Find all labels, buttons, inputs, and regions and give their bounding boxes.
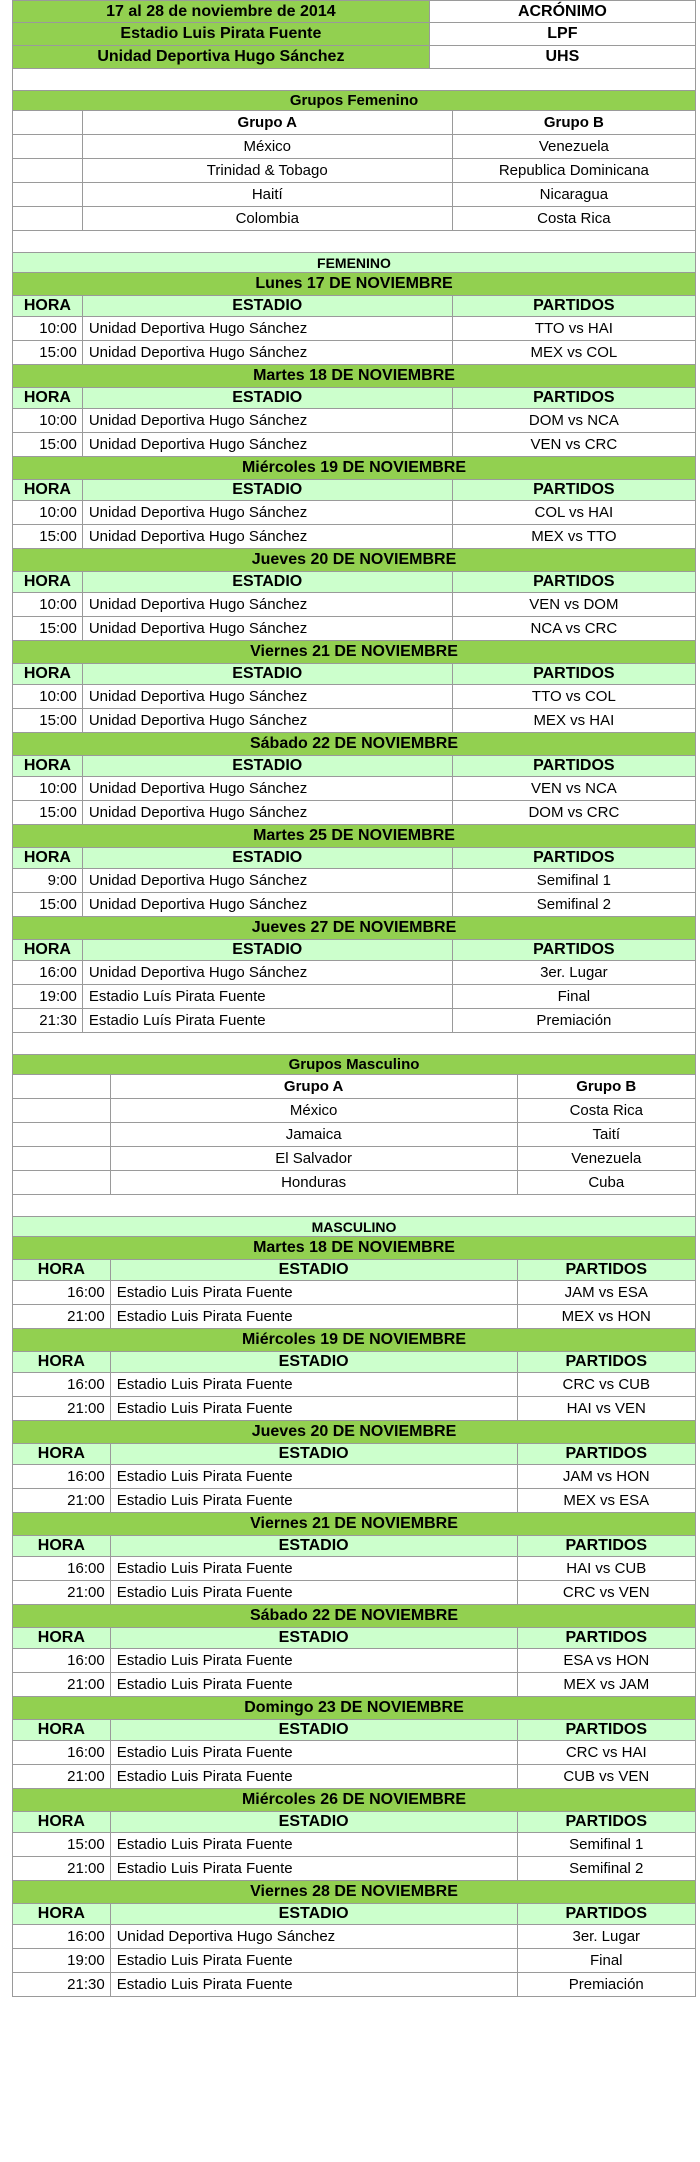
match-fixture: TTO vs COL <box>531 688 616 705</box>
match-fixture: ESA vs HON <box>563 1652 650 1669</box>
hora-header: HORA <box>13 296 83 316</box>
match-time: 16:00 <box>13 1925 111 1948</box>
match-time: 15:00 <box>13 893 83 916</box>
group-b-team: Nicaragua <box>539 186 609 203</box>
partidos-header: PARTIDOS <box>533 297 615 314</box>
group-a-team: Honduras <box>111 1171 518 1194</box>
column-header-row <box>12 480 696 501</box>
day-title: Viernes 28 DE NOVIEMBRE <box>250 1883 458 1900</box>
match-fixture: Premiación <box>568 1976 644 1993</box>
day-title-row <box>12 1237 696 1260</box>
match-row <box>12 1373 696 1397</box>
match-row <box>12 341 696 365</box>
header-label: 17 al 28 de noviembre de 2014 <box>13 1 430 22</box>
empty-cell <box>13 135 83 158</box>
match-row <box>12 1581 696 1605</box>
match-time: 21:00 <box>13 1765 111 1788</box>
section-title-row <box>12 253 696 273</box>
match-fixture: Semifinal 1 <box>569 1836 644 1853</box>
match-venue: Estadio Luis Pirata Fuente <box>111 1949 518 1972</box>
match-row <box>12 1857 696 1881</box>
day-title: Sábado 22 DE NOVIEMBRE <box>249 1607 459 1624</box>
day-title-row <box>12 1329 696 1352</box>
match-fixture: Final <box>590 1952 623 1969</box>
day-title: Miércoles 26 DE NOVIEMBRE <box>241 1791 467 1808</box>
estadio-header: ESTADIO <box>83 940 453 960</box>
day-title-row <box>12 365 696 388</box>
group-row <box>12 1123 696 1147</box>
match-row <box>12 1305 696 1329</box>
column-header-row <box>12 1444 696 1465</box>
estadio-header: ESTADIO <box>83 664 453 684</box>
match-time: 15:00 <box>13 433 83 456</box>
day-title-row <box>12 733 696 756</box>
match-row <box>12 1465 696 1489</box>
match-venue: Estadio Luis Pirata Fuente <box>111 1465 518 1488</box>
match-fixture: DOM vs CRC <box>528 804 620 821</box>
match-venue: Unidad Deportiva Hugo Sánchez <box>83 777 453 800</box>
group-a-team: Jamaica <box>111 1123 518 1146</box>
match-fixture: 3er. Lugar <box>572 1928 641 1945</box>
group-a-team: Haití <box>83 183 453 206</box>
match-time: 21:00 <box>13 1305 111 1328</box>
group-row <box>12 159 696 183</box>
column-header-row <box>12 388 696 409</box>
column-header-row <box>12 1628 696 1649</box>
group-row <box>12 135 696 159</box>
column-header-row <box>12 1720 696 1741</box>
hora-header: HORA <box>13 572 83 592</box>
partidos-header: PARTIDOS <box>533 941 615 958</box>
header-label: Estadio Luis Pirata Fuente <box>13 23 430 45</box>
empty-cell <box>13 207 83 230</box>
match-venue: Estadio Luis Pirata Fuente <box>111 1649 518 1672</box>
empty-cell <box>13 1195 695 1216</box>
estadio-header: ESTADIO <box>83 848 453 868</box>
day-title: Martes 18 DE NOVIEMBRE <box>253 1239 455 1256</box>
empty-cell <box>13 1147 111 1170</box>
estadio-header: ESTADIO <box>83 756 453 776</box>
empty-cell <box>13 231 695 252</box>
partidos-header: PARTIDOS <box>565 1261 648 1278</box>
match-venue: Unidad Deportiva Hugo Sánchez <box>83 593 453 616</box>
match-venue: Estadio Luis Pirata Fuente <box>111 1489 518 1512</box>
day-title-row <box>12 1605 696 1628</box>
estadio-header: ESTADIO <box>83 480 453 500</box>
match-venue: Estadio Luis Pirata Fuente <box>111 1373 518 1396</box>
day-title: Viernes 21 DE NOVIEMBRE <box>250 1515 458 1532</box>
match-fixture: MEX vs HAI <box>533 712 615 729</box>
partidos-header: PARTIDOS <box>565 1813 648 1830</box>
section-title: FEMENINO <box>317 254 391 271</box>
match-time: 16:00 <box>13 961 83 984</box>
groups-title-row <box>12 1055 696 1075</box>
match-row <box>12 525 696 549</box>
group-a-team: Trinidad & Tobago <box>83 159 453 182</box>
match-fixture: HAI vs VEN <box>566 1400 646 1417</box>
match-row <box>12 317 696 341</box>
match-row <box>12 409 696 433</box>
match-row <box>12 709 696 733</box>
match-venue: Unidad Deportiva Hugo Sánchez <box>83 893 453 916</box>
match-fixture: NCA vs CRC <box>530 620 618 637</box>
hora-header: HORA <box>13 756 83 776</box>
hora-header: HORA <box>13 1628 111 1648</box>
hora-header: HORA <box>13 848 83 868</box>
spacer-row <box>12 1195 696 1217</box>
estadio-header: ESTADIO <box>111 1352 518 1372</box>
header-acronym: ACRÓNIMO <box>430 1 695 22</box>
match-time: 16:00 <box>13 1649 111 1672</box>
match-venue: Unidad Deportiva Hugo Sánchez <box>83 525 453 548</box>
match-venue: Unidad Deportiva Hugo Sánchez <box>83 433 453 456</box>
hora-header: HORA <box>13 388 83 408</box>
match-venue: Unidad Deportiva Hugo Sánchez <box>83 409 453 432</box>
match-fixture: CUB vs VEN <box>563 1768 650 1785</box>
match-time: 21:30 <box>13 1009 83 1032</box>
empty-cell <box>13 1099 111 1122</box>
header-acronym: LPF <box>430 23 695 45</box>
match-venue: Estadio Luís Pirata Fuente <box>83 985 453 1008</box>
group-b-header: Grupo B <box>576 1078 637 1095</box>
match-fixture: CRC vs CUB <box>562 1376 651 1393</box>
match-time: 19:00 <box>13 985 83 1008</box>
partidos-header: PARTIDOS <box>533 849 615 866</box>
day-title-row <box>12 825 696 848</box>
match-fixture: CRC vs VEN <box>562 1584 650 1601</box>
day-title-row <box>12 273 696 296</box>
group-b-team: Taití <box>592 1126 621 1143</box>
match-time: 10:00 <box>13 501 83 524</box>
schedule-sheet <box>12 0 696 1997</box>
header-label: Unidad Deportiva Hugo Sánchez <box>13 46 430 68</box>
day-title: Martes 18 DE NOVIEMBRE <box>253 367 455 384</box>
match-fixture: MEX vs ESA <box>563 1492 650 1509</box>
day-title: Martes 25 DE NOVIEMBRE <box>253 827 455 844</box>
match-time: 10:00 <box>13 409 83 432</box>
day-title-row <box>12 1789 696 1812</box>
match-time: 21:00 <box>13 1489 111 1512</box>
match-row <box>12 1397 696 1421</box>
group-row <box>12 207 696 231</box>
section-title: MASCULINO <box>311 1218 397 1235</box>
day-title-row <box>12 1513 696 1536</box>
hora-header: HORA <box>13 1904 111 1924</box>
partidos-header: PARTIDOS <box>533 389 615 406</box>
match-venue: Estadio Luis Pirata Fuente <box>111 1581 518 1604</box>
match-fixture: Final <box>557 988 591 1005</box>
hora-header: HORA <box>13 1536 111 1556</box>
partidos-header: PARTIDOS <box>533 757 615 774</box>
estadio-header: ESTADIO <box>111 1444 518 1464</box>
match-fixture: Premiación <box>536 1012 612 1029</box>
group-a-header: Grupo A <box>83 111 453 134</box>
partidos-header: PARTIDOS <box>565 1353 648 1370</box>
group-a-team: México <box>111 1099 518 1122</box>
empty-cell <box>13 1123 111 1146</box>
match-row <box>12 433 696 457</box>
column-header-row <box>12 848 696 869</box>
match-row <box>12 1557 696 1581</box>
group-row <box>12 183 696 207</box>
match-row <box>12 501 696 525</box>
match-fixture: Semifinal 2 <box>569 1860 644 1877</box>
match-time: 21:00 <box>13 1581 111 1604</box>
column-header-row <box>12 572 696 593</box>
hora-header: HORA <box>13 1444 111 1464</box>
match-time: 10:00 <box>13 685 83 708</box>
day-title: Lunes 17 DE NOVIEMBRE <box>255 275 453 292</box>
partidos-header: PARTIDOS <box>533 665 615 682</box>
groups-title: Grupos Masculino <box>288 1056 420 1073</box>
hora-header: HORA <box>13 1720 111 1740</box>
match-time: 16:00 <box>13 1281 111 1304</box>
estadio-header: ESTADIO <box>111 1536 518 1556</box>
group-b-team: Costa Rica <box>569 1102 643 1119</box>
match-fixture: MEX vs COL <box>530 344 618 361</box>
partidos-header: PARTIDOS <box>565 1537 648 1554</box>
match-row <box>12 985 696 1009</box>
partidos-header: PARTIDOS <box>565 1905 648 1922</box>
empty-cell <box>13 69 695 90</box>
day-title: Domingo 23 DE NOVIEMBRE <box>244 1699 464 1716</box>
match-fixture: Semifinal 1 <box>536 872 611 889</box>
hora-header: HORA <box>13 1260 111 1280</box>
match-venue: Estadio Luis Pirata Fuente <box>111 1833 518 1856</box>
match-row <box>12 1281 696 1305</box>
match-venue: Estadio Luis Pirata Fuente <box>111 1305 518 1328</box>
match-fixture: HAI vs CUB <box>566 1560 647 1577</box>
match-time: 15:00 <box>13 341 83 364</box>
match-time: 15:00 <box>13 801 83 824</box>
group-b-header: Grupo B <box>543 114 604 131</box>
empty-cell <box>13 1171 111 1194</box>
partidos-header: PARTIDOS <box>565 1629 648 1646</box>
day-title: Miércoles 19 DE NOVIEMBRE <box>241 1331 467 1348</box>
match-fixture: Semifinal 2 <box>536 896 611 913</box>
match-venue: Estadio Luis Pirata Fuente <box>111 1557 518 1580</box>
match-time: 21:00 <box>13 1397 111 1420</box>
header-row <box>12 46 696 69</box>
day-title-row <box>12 549 696 572</box>
estadio-header: ESTADIO <box>111 1260 518 1280</box>
match-fixture: 3er. Lugar <box>540 964 608 981</box>
group-b-team: Cuba <box>588 1174 625 1191</box>
empty-cell <box>13 1033 695 1054</box>
hora-header: HORA <box>13 664 83 684</box>
match-time: 15:00 <box>13 617 83 640</box>
match-venue: Estadio Luis Pirata Fuente <box>111 1857 518 1880</box>
match-time: 16:00 <box>13 1557 111 1580</box>
match-time: 9:00 <box>13 869 83 892</box>
partidos-header: PARTIDOS <box>533 481 615 498</box>
match-fixture: DOM vs NCA <box>528 412 619 429</box>
match-venue: Unidad Deportiva Hugo Sánchez <box>83 341 453 364</box>
group-row <box>12 1147 696 1171</box>
estadio-header: ESTADIO <box>83 296 453 316</box>
day-title-row <box>12 1881 696 1904</box>
groups-header-row <box>12 1075 696 1099</box>
match-time: 10:00 <box>13 317 83 340</box>
empty-cell <box>13 1075 111 1098</box>
column-header-row <box>12 296 696 317</box>
group-a-team: México <box>83 135 453 158</box>
match-time: 15:00 <box>13 525 83 548</box>
match-venue: Unidad Deportiva Hugo Sánchez <box>83 709 453 732</box>
match-time: 16:00 <box>13 1741 111 1764</box>
column-header-row <box>12 1536 696 1557</box>
match-row <box>12 1973 696 1997</box>
match-fixture: VEN vs CRC <box>530 436 618 453</box>
match-row <box>12 1009 696 1033</box>
day-title-row <box>12 917 696 940</box>
match-venue: Unidad Deportiva Hugo Sánchez <box>83 685 453 708</box>
match-fixture: MEX vs JAM <box>563 1676 650 1693</box>
group-row <box>12 1171 696 1195</box>
column-header-row <box>12 1812 696 1833</box>
spacer-row <box>12 1033 696 1055</box>
match-row <box>12 685 696 709</box>
match-row <box>12 1489 696 1513</box>
match-time: 21:00 <box>13 1673 111 1696</box>
match-fixture: JAM vs ESA <box>564 1284 648 1301</box>
match-time: 10:00 <box>13 777 83 800</box>
column-header-row <box>12 1904 696 1925</box>
match-venue: Estadio Luis Pirata Fuente <box>111 1741 518 1764</box>
match-venue: Estadio Luis Pirata Fuente <box>111 1973 518 1996</box>
empty-cell <box>13 159 83 182</box>
hora-header: HORA <box>13 940 83 960</box>
group-b-team: Republica Dominicana <box>498 162 649 179</box>
match-row <box>12 1765 696 1789</box>
match-venue: Unidad Deportiva Hugo Sánchez <box>83 961 453 984</box>
match-venue: Estadio Luis Pirata Fuente <box>111 1397 518 1420</box>
match-venue: Estadio Luis Pirata Fuente <box>111 1281 518 1304</box>
match-fixture: MEX vs HON <box>561 1308 651 1325</box>
estadio-header: ESTADIO <box>83 572 453 592</box>
match-time: 19:00 <box>13 1949 111 1972</box>
match-fixture: VEN vs DOM <box>529 596 619 613</box>
match-row <box>12 961 696 985</box>
match-row <box>12 869 696 893</box>
match-fixture: TTO vs HAI <box>534 320 613 337</box>
match-row <box>12 801 696 825</box>
match-fixture: MEX vs TTO <box>531 528 617 545</box>
match-fixture: JAM vs HON <box>562 1468 650 1485</box>
match-row <box>12 1949 696 1973</box>
estadio-header: ESTADIO <box>83 388 453 408</box>
match-time: 10:00 <box>13 593 83 616</box>
match-venue: Unidad Deportiva Hugo Sánchez <box>83 617 453 640</box>
column-header-row <box>12 1352 696 1373</box>
match-row <box>12 1833 696 1857</box>
empty-cell <box>13 111 83 134</box>
match-fixture: COL vs HAI <box>534 504 614 521</box>
day-title-row <box>12 1697 696 1720</box>
column-header-row <box>12 756 696 777</box>
group-row <box>12 1099 696 1123</box>
day-title: Jueves 20 DE NOVIEMBRE <box>251 1423 457 1440</box>
match-venue: Unidad Deportiva Hugo Sánchez <box>83 869 453 892</box>
group-a-team: El Salvador <box>111 1147 518 1170</box>
hora-header: HORA <box>13 1812 111 1832</box>
match-row <box>12 1925 696 1949</box>
header-acronym: UHS <box>430 46 695 68</box>
section-title-row <box>12 1217 696 1237</box>
day-title: Miércoles 19 DE NOVIEMBRE <box>241 459 467 476</box>
match-row <box>12 1673 696 1697</box>
match-row <box>12 1741 696 1765</box>
match-fixture: CRC vs HAI <box>565 1744 647 1761</box>
hora-header: HORA <box>13 1352 111 1372</box>
day-title: Viernes 21 DE NOVIEMBRE <box>250 643 458 660</box>
estadio-header: ESTADIO <box>111 1812 518 1832</box>
match-time: 16:00 <box>13 1373 111 1396</box>
group-b-team: Costa Rica <box>537 210 611 227</box>
match-row <box>12 777 696 801</box>
column-header-row <box>12 1260 696 1281</box>
group-a-team: Colombia <box>83 207 453 230</box>
partidos-header: PARTIDOS <box>533 573 615 590</box>
groups-title-row <box>12 91 696 111</box>
spacer-row <box>12 69 696 91</box>
match-time: 16:00 <box>13 1465 111 1488</box>
match-row <box>12 617 696 641</box>
match-venue: Estadio Luis Pirata Fuente <box>111 1765 518 1788</box>
groups-header-row <box>12 111 696 135</box>
match-fixture: VEN vs NCA <box>530 780 617 797</box>
match-time: 21:30 <box>13 1973 111 1996</box>
match-row <box>12 593 696 617</box>
spacer-row <box>12 231 696 253</box>
header-row <box>12 0 696 23</box>
match-venue: Unidad Deportiva Hugo Sánchez <box>83 501 453 524</box>
estadio-header: ESTADIO <box>111 1904 518 1924</box>
partidos-header: PARTIDOS <box>565 1721 648 1738</box>
match-venue: Estadio Luis Pirata Fuente <box>111 1673 518 1696</box>
match-row <box>12 893 696 917</box>
match-time: 15:00 <box>13 1833 111 1856</box>
estadio-header: ESTADIO <box>111 1720 518 1740</box>
column-header-row <box>12 940 696 961</box>
match-time: 21:00 <box>13 1857 111 1880</box>
day-title: Sábado 22 DE NOVIEMBRE <box>249 735 459 752</box>
header-row <box>12 23 696 46</box>
column-header-row <box>12 664 696 685</box>
day-title-row <box>12 1421 696 1444</box>
hora-header: HORA <box>13 480 83 500</box>
match-row <box>12 1649 696 1673</box>
empty-cell <box>13 183 83 206</box>
match-venue: Estadio Luís Pirata Fuente <box>83 1009 453 1032</box>
group-b-team: Venezuela <box>571 1150 642 1167</box>
groups-title: Grupos Femenino <box>289 92 419 109</box>
match-time: 15:00 <box>13 709 83 732</box>
day-title: Jueves 27 DE NOVIEMBRE <box>251 919 457 936</box>
match-venue: Unidad Deportiva Hugo Sánchez <box>83 317 453 340</box>
day-title: Jueves 20 DE NOVIEMBRE <box>251 551 457 568</box>
match-venue: Unidad Deportiva Hugo Sánchez <box>83 801 453 824</box>
day-title-row <box>12 641 696 664</box>
match-venue: Unidad Deportiva Hugo Sánchez <box>111 1925 518 1948</box>
day-title-row <box>12 457 696 480</box>
estadio-header: ESTADIO <box>111 1628 518 1648</box>
partidos-header: PARTIDOS <box>565 1445 648 1462</box>
group-b-team: Venezuela <box>538 138 609 155</box>
group-a-header: Grupo A <box>111 1075 518 1098</box>
